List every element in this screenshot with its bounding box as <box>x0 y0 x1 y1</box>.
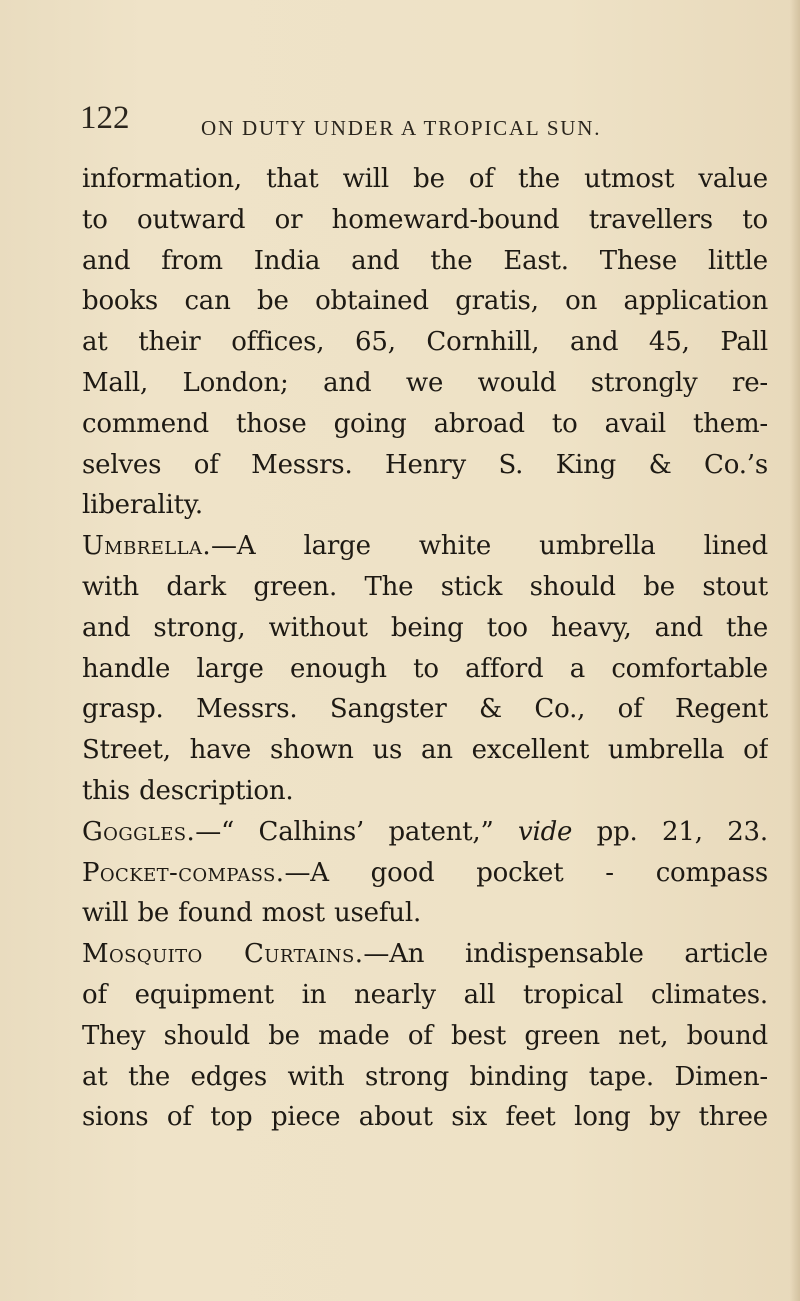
page-edge-shadow <box>790 0 800 1301</box>
text-line: of equipment in nearly all tropical climates. <box>82 979 768 1010</box>
mosquito-text: —An indispensable article <box>363 939 768 970</box>
body-text <box>82 159 768 1138</box>
text-line: liberality. <box>82 490 203 521</box>
text-line: with dark green. The stick should be stout <box>82 571 768 602</box>
umbrella-heading: Umbrella. <box>82 531 212 562</box>
text-line: will be found most useful. <box>82 898 422 929</box>
text-line: handle large enough to afford a comfortable <box>82 653 768 684</box>
umbrella-text: —A large white umbrella lined <box>211 531 768 562</box>
mosquito-heading: Mosquito Curtains. <box>82 939 364 970</box>
text-line: Mall, London; and we would strongly re- <box>82 367 768 398</box>
page-header <box>80 100 760 140</box>
compass-text: —A good pocket - compass <box>284 857 768 888</box>
text-line: sions of top piece about six feet long by three <box>82 1102 768 1133</box>
text-line: information, that will be of the utmost value <box>82 164 768 194</box>
text-line: books can be obtained gratis, on application <box>82 286 768 317</box>
page-number: 122 <box>80 100 130 136</box>
text-line: and strong, without being too heavy, and the <box>82 612 768 643</box>
goggles-pages: pp. 21, 23. <box>596 816 768 847</box>
text-line: commend those going abroad to avail them- <box>82 408 768 439</box>
text-line: and from India and the East. These little <box>82 245 768 276</box>
text-line: Street, have shown us an excellent umbrella of <box>82 735 768 766</box>
goggles-heading: Goggles. <box>82 816 196 847</box>
paragraph-umbrella-first-line <box>82 526 768 567</box>
paragraph-mosquito-first-line <box>82 934 768 975</box>
text-line: this description. <box>82 775 294 806</box>
text-line: to outward or homeward-bound travellers to <box>82 204 768 235</box>
compass-heading: Pocket-compass. <box>82 857 285 888</box>
paragraph-goggles <box>82 812 768 853</box>
goggles-vide: vide <box>518 816 573 847</box>
text-line: grasp. Messrs. Sangster & Co., of Regent <box>82 694 768 725</box>
text-line: They should be made of best green net, bound <box>82 1020 768 1051</box>
goggles-text: —“ Calhins’ patent,” <box>195 816 494 847</box>
text-line: at the edges with strong binding tape. Dimen- <box>82 1061 768 1092</box>
paragraph-compass-first-line <box>82 853 768 894</box>
text-line: at their offices, 65, Cornhill, and 45, Pall <box>82 327 768 358</box>
text-line: selves of Messrs. Henry S. King & Co.’s <box>82 449 768 480</box>
running-title: ON DUTY UNDER A TROPICAL SUN. <box>201 116 602 140</box>
